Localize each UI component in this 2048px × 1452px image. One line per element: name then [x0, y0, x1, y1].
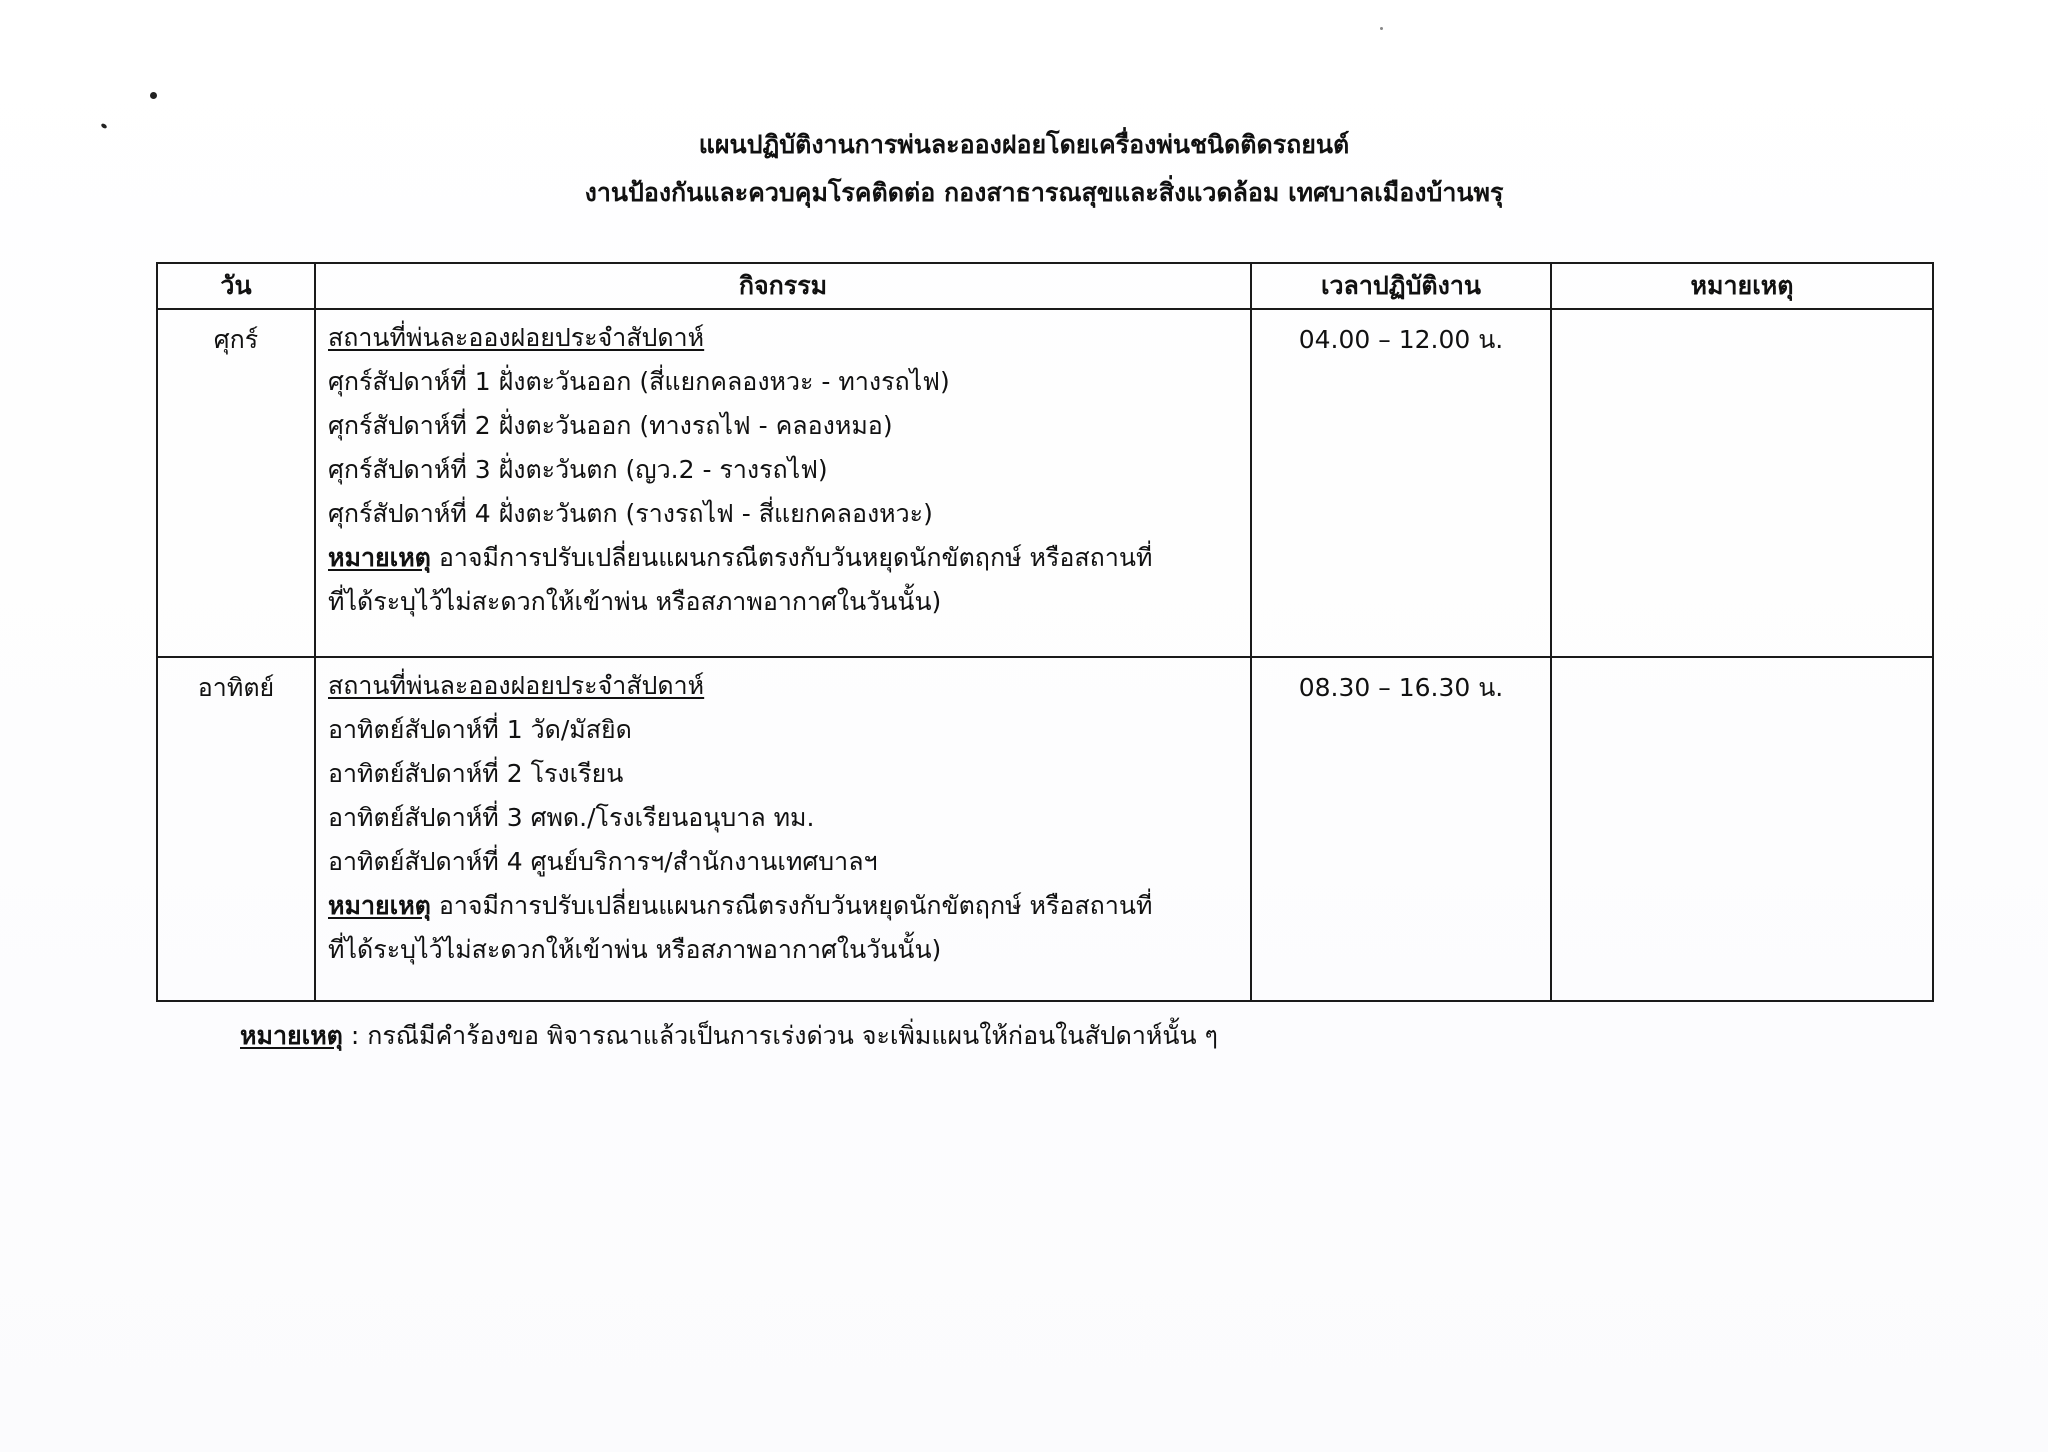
- footer-note-text: : กรณีมีคำร้องขอ พิจารณาแล้วเป็นการเร่งด่วน จะเพิ่มแผนให้ก่อนในสัปดาห์นั้น ๆ: [342, 1021, 1218, 1050]
- activity-note: [328, 536, 1250, 580]
- header-activity: กิจกรรม: [315, 263, 1251, 309]
- activity-cell: [315, 309, 1251, 657]
- day-cell: ศุกร์: [157, 309, 315, 657]
- activity-heading: สถานที่พ่นละอองฝอยประจำสัปดาห์: [328, 323, 705, 352]
- activity-cell: [315, 657, 1251, 1001]
- remark-cell: [1551, 309, 1933, 657]
- document-title: แผนปฏิบัติงานการพ่นละอองฝอยโดยเครื่องพ่นชนิดติดรถยนต์: [698, 130, 1350, 159]
- note-label: หมายเหตุ: [328, 543, 431, 572]
- activity-item: ศุกร์สัปดาห์ที่ 2 ฝั่งตะวันออก (ทางรถไฟ - คลองหมอ): [328, 411, 893, 440]
- scan-speck: [1380, 27, 1383, 30]
- activity-item: อาทิตย์สัปดาห์ที่ 2 โรงเรียน: [328, 759, 624, 788]
- activity-item: ศุกร์สัปดาห์ที่ 4 ฝั่งตะวันตก (รางรถไฟ - สี่แยกคลองหวะ): [328, 499, 933, 528]
- activity-note: [328, 884, 1250, 928]
- document-subtitle: งานป้องกันและควบคุมโรคติดต่อ กองสาธารณสุขและสิ่งแวดล้อม เทศบาลเมืองบ้านพรุ: [584, 178, 1504, 207]
- header-time: เวลาปฏิบัติงาน: [1251, 263, 1551, 309]
- activity-item: อาทิตย์สัปดาห์ที่ 1 วัด/มัสยิด: [328, 715, 632, 744]
- time-cell: 08.30 – 16.30 น.: [1251, 657, 1551, 1001]
- note-text: อาจมีการปรับเปลี่ยนแผนกรณีตรงกับวันหยุดนักขัตฤกษ์ หรือสถานที่: [430, 543, 1153, 572]
- table-row-sunday: [157, 657, 1933, 1001]
- table-row-friday: [157, 309, 1933, 657]
- activity-note-continued: ที่ได้ระบุไว้ไม่สะดวกให้เข้าพ่น หรือสภาพอากาศในวันนั้น): [328, 587, 942, 616]
- schedule-table: [156, 262, 1934, 1002]
- activity-item: ศุกร์สัปดาห์ที่ 1 ฝั่งตะวันออก (สี่แยกคลองหวะ - ทางรถไฟ): [328, 367, 950, 396]
- footer-note-label: หมายเหตุ: [240, 1021, 343, 1050]
- scan-speck: [150, 92, 157, 99]
- time-cell: 04.00 – 12.00 น.: [1251, 309, 1551, 657]
- activity-item: อาทิตย์สัปดาห์ที่ 4 ศูนย์บริการฯ/สำนักงานเทศบาลฯ: [328, 847, 878, 876]
- note-text: อาจมีการปรับเปลี่ยนแผนกรณีตรงกับวันหยุดนักขัตฤกษ์ หรือสถานที่: [430, 891, 1153, 920]
- remark-cell: [1551, 657, 1933, 1001]
- day-cell: อาทิตย์: [157, 657, 315, 1001]
- table-header-row: [157, 263, 1933, 309]
- activity-heading: สถานที่พ่นละอองฝอยประจำสัปดาห์: [328, 671, 705, 700]
- header-day: วัน: [157, 263, 315, 309]
- activity-item: ศุกร์สัปดาห์ที่ 3 ฝั่งตะวันตก (ญว.2 - รางรถไฟ): [328, 455, 828, 484]
- note-label: หมายเหตุ: [328, 891, 431, 920]
- activity-note-continued: ที่ได้ระบุไว้ไม่สะดวกให้เข้าพ่น หรือสภาพอากาศในวันนั้น): [328, 935, 942, 964]
- header-remark: หมายเหตุ: [1551, 263, 1933, 309]
- footer-note: [240, 1018, 1218, 1054]
- activity-item: อาทิตย์สัปดาห์ที่ 3 ศพด./โรงเรียนอนุบาล ทม.: [328, 803, 815, 832]
